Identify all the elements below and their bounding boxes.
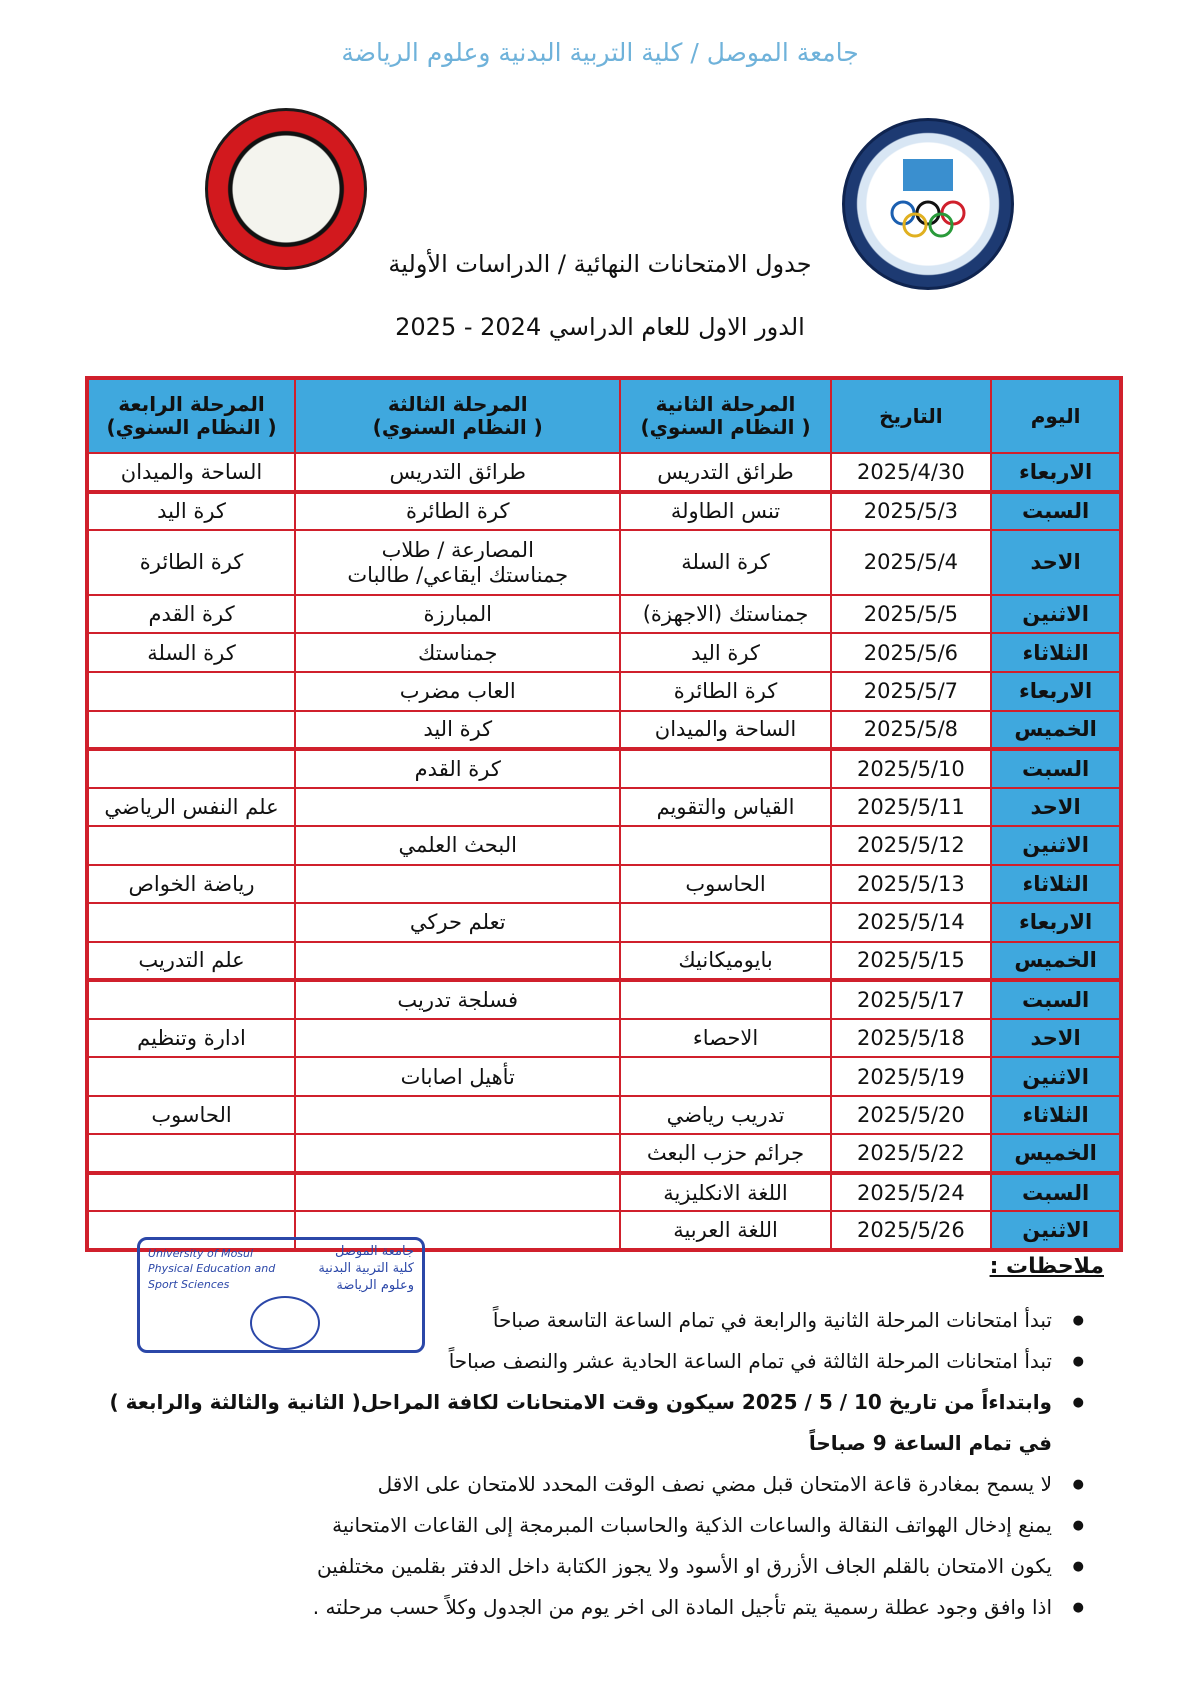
stage4-cell [87, 1173, 295, 1212]
date-cell: 2025/5/6 [831, 633, 992, 672]
note-item: ● تبدأ امتحانات المرحلة الثالثة في تمام الساعة الحادية عشر والنصف صباحاً [100, 1341, 1100, 1382]
header-stage3: المرحلة الثالثة (النظام السنوي ) [295, 378, 620, 453]
note-item: ● وابتداءاً من تاريخ 10 / 5 / 2025 سيكون وقت الامتحانات لكافة المراحل( الثانية والثالثة والرابعة ) في تمام الساعة 9 صباحاً [100, 1382, 1100, 1464]
table-row [87, 1057, 1121, 1096]
stage2-cell: تدريب رياضي [620, 1096, 830, 1135]
stage3-cell: طرائق التدريس [295, 453, 620, 492]
day-cell: الثلاثاء [991, 865, 1121, 904]
date-cell: 2025/5/24 [831, 1173, 992, 1212]
date-cell: 2025/5/12 [831, 826, 992, 865]
table-row [87, 1134, 1121, 1173]
day-cell: الاربعاء [991, 453, 1121, 492]
table-row [87, 865, 1121, 904]
day-cell: الاثنين [991, 1211, 1121, 1250]
stage2-cell: الاحصاء [620, 1019, 830, 1058]
day-cell: الاحد [991, 1019, 1121, 1058]
day-cell: الخميس [991, 711, 1121, 750]
stage3-cell [295, 942, 620, 981]
stage2-cell: اللغة العربية [620, 1211, 830, 1250]
table-header-row [87, 378, 1121, 453]
stage2-cell: بايوميكانيك [620, 942, 830, 981]
notes-list [100, 1300, 1100, 1628]
stage4-cell: كرة السلة [87, 633, 295, 672]
stage2-cell: الحاسوب [620, 865, 830, 904]
note-item: ● تبدأ امتحانات المرحلة الثانية والرابعة في تمام الساعة التاسعة صباحاً [100, 1300, 1100, 1341]
stage3-cell [295, 788, 620, 827]
notes-heading: ملاحظات : [989, 1254, 1104, 1279]
table-row [87, 492, 1121, 531]
header-stage4: المرحلة الرابعة (النظام السنوي ) [87, 378, 295, 453]
date-cell: 2025/5/8 [831, 711, 992, 750]
date-cell: 2025/5/7 [831, 672, 992, 711]
stage2-cell: القياس والتقويم [620, 788, 830, 827]
stage4-cell: علم التدريب [87, 942, 295, 981]
header-stage2: المرحلة الثانية (النظام السنوي ) [620, 378, 830, 453]
table-row [87, 672, 1121, 711]
date-cell: 2025/5/17 [831, 980, 992, 1019]
table-row [87, 1019, 1121, 1058]
stage3-cell: المبارزة [295, 595, 620, 634]
date-cell: 2025/4/30 [831, 453, 992, 492]
stage4-cell: ادارة وتنظيم [87, 1019, 295, 1058]
day-cell: الاربعاء [991, 672, 1121, 711]
stage4-cell [87, 1134, 295, 1173]
note-item: ● يكون الامتحان بالقلم الجاف الأزرق او الأسود ولا يجوز الكتابة داخل الدفتر بقلمين مختلفين [100, 1546, 1100, 1587]
table-row [87, 453, 1121, 492]
date-cell: 2025/5/4 [831, 530, 992, 595]
stage4-cell [87, 903, 295, 942]
note-item: ● لا يسمح بمغادرة قاعة الامتحان قبل مضي نصف الوقت المحدد للامتحان على الاقل [100, 1464, 1100, 1505]
page-header: جامعة الموصل / كلية التربية البدنية وعلوم الرياضة [341, 38, 859, 67]
stamp-arabic-text: جامعة الموصل كلية التربية البدنية وعلوم الرياضة [318, 1244, 414, 1293]
stage2-cell: كرة الطائرة [620, 672, 830, 711]
stage2-cell [620, 749, 830, 788]
stage4-cell [87, 1057, 295, 1096]
date-cell: 2025/5/3 [831, 492, 992, 531]
date-cell: 2025/5/15 [831, 942, 992, 981]
stage2-cell: طرائق التدريس [620, 453, 830, 492]
stage3-cell: كرة القدم [295, 749, 620, 788]
stage3-cell: العاب مضرب [295, 672, 620, 711]
day-cell: الخميس [991, 942, 1121, 981]
stage3-cell [295, 1096, 620, 1135]
date-cell: 2025/5/5 [831, 595, 992, 634]
date-cell: 2025/5/14 [831, 903, 992, 942]
stage4-cell [87, 711, 295, 750]
stage4-cell: كرة الطائرة [87, 530, 295, 595]
table-row [87, 633, 1121, 672]
day-cell: الخميس [991, 1134, 1121, 1173]
stage3-cell [295, 1134, 620, 1173]
table-row [87, 749, 1121, 788]
stage4-cell: رياضة الخواص [87, 865, 295, 904]
day-cell: الاربعاء [991, 903, 1121, 942]
table-row [87, 903, 1121, 942]
stage2-cell [620, 1057, 830, 1096]
table-row [87, 1173, 1121, 1212]
stage2-cell: تنس الطاولة [620, 492, 830, 531]
stage4-cell [87, 980, 295, 1019]
stage2-cell [620, 826, 830, 865]
stage4-cell: علم النفس الرياضي [87, 788, 295, 827]
day-cell: الاثنين [991, 826, 1121, 865]
day-cell: الاحد [991, 788, 1121, 827]
academic-year-subtitle: الدور الاول للعام الدراسي 2024 - 2025 [395, 313, 805, 341]
day-cell: الثلاثاء [991, 1096, 1121, 1135]
date-cell: 2025/5/18 [831, 1019, 992, 1058]
note-item: ● اذا وافق وجود عطلة رسمية يتم تأجيل المادة الى اخر يوم من الجدول وكلاً حسب مرحلته . [100, 1587, 1100, 1628]
university-logo [205, 108, 367, 270]
stage2-cell: اللغة الانكليزية [620, 1173, 830, 1212]
date-cell: 2025/5/19 [831, 1057, 992, 1096]
stage2-cell: جرائم حزب البعث [620, 1134, 830, 1173]
stage3-cell [295, 1173, 620, 1212]
day-cell: السبت [991, 749, 1121, 788]
day-cell: السبت [991, 492, 1121, 531]
day-cell: الاثنين [991, 595, 1121, 634]
date-cell: 2025/5/10 [831, 749, 992, 788]
day-cell: الاحد [991, 530, 1121, 595]
stage3-cell: المصارعة / طلاب جمناستك ايقاعي/ طالبات [295, 530, 620, 595]
table-row [87, 826, 1121, 865]
stage3-cell: فسلجة تدريب [295, 980, 620, 1019]
stage4-cell: كرة اليد [87, 492, 295, 531]
stage3-cell: تأهيل اصابات [295, 1057, 620, 1096]
stage3-cell: جمناستك [295, 633, 620, 672]
stage2-cell: جمناستك (الاجهزة) [620, 595, 830, 634]
table-row [87, 595, 1121, 634]
table-row [87, 788, 1121, 827]
header-day: اليوم [991, 378, 1121, 453]
day-cell: السبت [991, 1173, 1121, 1212]
stage2-cell: كرة اليد [620, 633, 830, 672]
date-cell: 2025/5/26 [831, 1211, 992, 1250]
date-cell: 2025/5/11 [831, 788, 992, 827]
stage3-cell: البحث العلمي [295, 826, 620, 865]
stage4-cell [87, 672, 295, 711]
table-row [87, 530, 1121, 595]
stage4-cell: الحاسوب [87, 1096, 295, 1135]
stage4-cell: كرة القدم [87, 595, 295, 634]
header-date: التاريخ [831, 378, 992, 453]
note-item: ● يمنع إدخال الهواتف النقالة والساعات الذكية والحاسبات المبرمجة إلى القاعات الامتحانية [100, 1505, 1100, 1546]
exam-schedule-table [85, 376, 1123, 1252]
stage3-cell: كرة الطائرة [295, 492, 620, 531]
table-row [87, 711, 1121, 750]
stage4-cell [87, 749, 295, 788]
day-cell: الثلاثاء [991, 633, 1121, 672]
stage3-cell [295, 865, 620, 904]
date-cell: 2025/5/20 [831, 1096, 992, 1135]
day-cell: السبت [991, 980, 1121, 1019]
stage2-cell: كرة السلة [620, 530, 830, 595]
stage3-cell: كرة اليد [295, 711, 620, 750]
day-cell: الاثنين [991, 1057, 1121, 1096]
table-row [87, 980, 1121, 1019]
stage2-cell [620, 980, 830, 1019]
date-cell: 2025/5/13 [831, 865, 992, 904]
stage3-cell: تعلم حركي [295, 903, 620, 942]
stage3-cell [295, 1019, 620, 1058]
table-row [87, 942, 1121, 981]
stamp-english-text: University of Mosul Physical Education and Sport Sciences [148, 1247, 276, 1291]
exam-schedule-title: جدول الامتحانات النهائية / الدراسات الأولية [388, 250, 812, 278]
stage4-cell [87, 826, 295, 865]
date-cell: 2025/5/22 [831, 1134, 992, 1173]
table-row [87, 1096, 1121, 1135]
stage4-cell: الساحة والميدان [87, 453, 295, 492]
stage2-cell: الساحة والميدان [620, 711, 830, 750]
stage2-cell [620, 903, 830, 942]
